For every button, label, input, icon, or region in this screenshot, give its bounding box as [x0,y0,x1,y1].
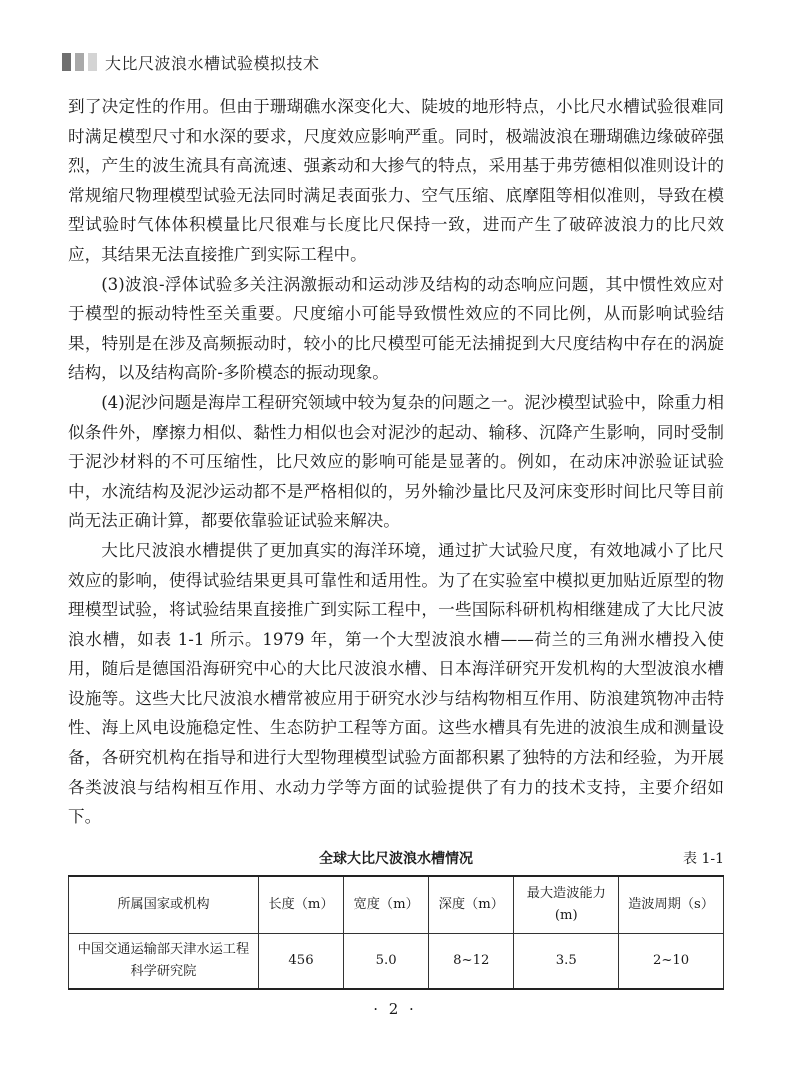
header-bar-light [88,53,97,71]
header-decoration [62,53,97,71]
header-bar-mid [75,53,84,71]
cell-institution: 中国交通运输部天津水运工程科学研究院 [69,934,259,990]
running-header [62,52,320,72]
body-text [68,92,724,832]
paragraph-2: (3)波浪-浮体试验多关注涡激振动和运动涉及结构的动态响应问题，其中惯性效应对于模型的振动特性至关重要。尺度缩小可能导致惯性效应的不同比例，从而影响试验结果，特别是在涉及高频振动时，较小的比尺模型可能无法捕捉到大尺度结构中存在的涡旋结构，以及结构高阶-多阶模态的振动现象。 [68,274,724,383]
header-title: 大比尺波浪水槽试验模拟技术 [105,53,320,73]
cell-wave-period: 2~10 [619,934,724,990]
table-header-row [69,876,724,934]
cell-max-wave: 3.5 [514,934,619,990]
cell-depth: 8~12 [429,934,514,990]
header-length: 长度（m） [258,876,343,934]
table-row [69,934,724,990]
header-bar-dark [62,53,71,71]
table-caption [68,848,724,868]
cell-width: 5.0 [344,934,429,990]
flume-table [68,875,724,990]
header-depth: 深度（m） [429,876,514,934]
header-institution: 所属国家或机构 [69,876,259,934]
cell-length: 456 [258,934,343,990]
paragraph-3: (4)泥沙问题是海岸工程研究领域中较为复杂的问题之一。泥沙模型试验中，除重力相似条件外，摩擦力相似、黏性力相似也会对泥沙的起动、输移、沉降产生影响，同时受制于泥沙材料的不可压缩性，比尺效应的影响可能是显著的。例如，在动床冲淤验证试验中，水流结构及泥沙运动都不是严格相似的，另外输沙量比尺及河床变形时间比尺等目前尚无法正确计算，都要依靠验证试验来解决。 [68,392,724,531]
paragraph-1: 到了决定性的作用。但由于珊瑚礁水深变化大、陡坡的地形特点，小比尺水槽试验很难同时满足模型尺寸和水深的要求，尺度效应影响严重。同时，极端波浪在珊瑚礁边缘破碎强烈，产生的波生流具有高流速、强紊动和大掺气的特点，采用基于弗劳德相似准则设计的常规缩尺物理模型试验无法同时满足表面张力、空气压缩、底摩阻等相似准则，导致在模型试验时气体体积模量比尺很难与长度比尺保持一致，进而产生了破碎波浪力的比尺效应，其结果无法直接推广到实际工程中。 [68,97,724,264]
paragraph-4: 大比尺波浪水槽提供了更加真实的海洋环境，通过扩大试验尺度，有效地减小了比尺效应的影响，使得试验结果更具可靠性和适用性。为了在实验室中模拟更加贴近原型的物理模型试验，将试验结果直接推广到实际工程中，一些国际科研机构相继建成了大比尺波浪水槽，如表 1-1 所示。1979 年，第一个大型波浪水槽——荷兰的三角洲水槽投入使用，随后是德国沿海研究中心的大比尺波浪水槽、日本海洋研究开发机构的大型波浪水槽设施等。这些大比尺波浪水槽常被应用于研究水沙与结构物相互作用、防浪建筑物冲击特性、海上风电设施稳定性、生态防护工程等方面。这些水槽具有先进的波浪生成和测量设备，各研究机构在指导和进行大型物理模型试验方面都积累了独特的方法和经验，为开展各类波浪与结构相互作用、水动力学等方面的试验提供了有力的技术支持，主要介绍如下。 [68,540,724,827]
table-number: 表 1-1 [683,851,724,867]
page-number: · 2 · [373,1000,417,1018]
header-wave-period: 造波周期（s） [619,876,724,934]
header-max-wave: 最大造波能力(m) [514,876,619,934]
table-title: 全球大比尺波浪水槽情况 [319,851,473,867]
header-width: 宽度（m） [344,876,429,934]
